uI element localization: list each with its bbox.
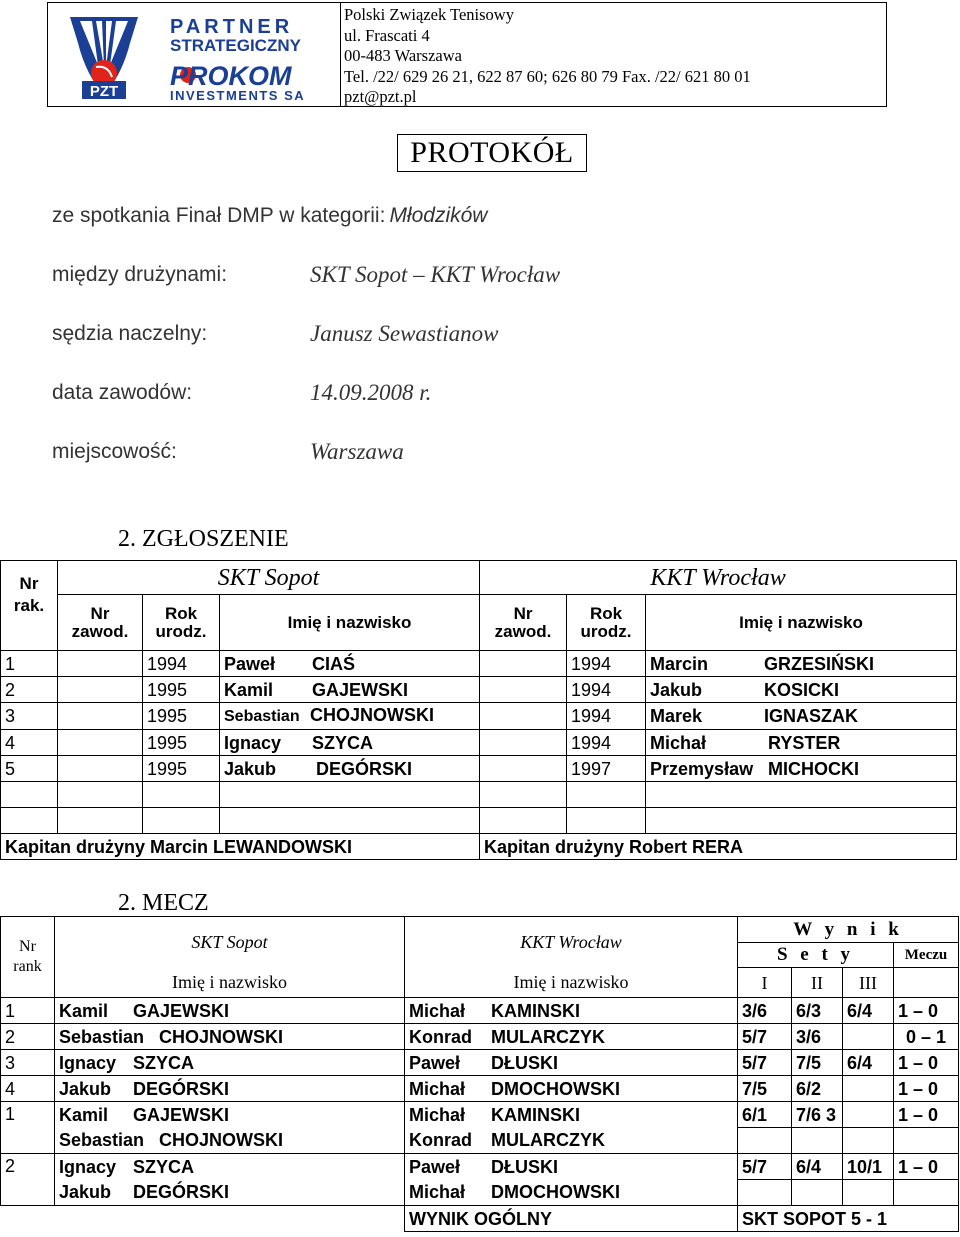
player-cell: Marcin GRZESIŃSKI — [646, 651, 957, 677]
nr-cell — [58, 756, 143, 782]
match-table — [0, 916, 959, 1232]
pzt-emblem-icon — [70, 17, 138, 100]
col-year-header: Rok urodz. — [143, 595, 220, 651]
address-line: 00-483 Warszawa — [344, 46, 462, 65]
table-row-doubles — [1, 1128, 959, 1154]
col-rank-header: Nr rank — [1, 917, 55, 998]
player-cell: Sebastian CHOJNOWSKI — [220, 703, 480, 730]
year-cell: 1995 — [143, 756, 220, 782]
set-score: 6/4 — [792, 1154, 843, 1180]
captains-row — [1, 834, 957, 860]
set-score: 7/6 3 — [792, 1102, 843, 1128]
year-cell: 1994 — [567, 677, 646, 703]
table-row — [1, 756, 957, 782]
teams-value: SKT Sopot – KKT Wrocław — [310, 262, 561, 287]
col-name-header: Imię i nazwisko — [405, 968, 738, 998]
set-score: 6/1 — [738, 1102, 792, 1128]
nr-cell — [480, 651, 567, 677]
table-row — [1, 998, 959, 1024]
set-score — [843, 1076, 894, 1102]
team-b-header: KKT Wrocław — [405, 917, 738, 968]
prokom-text: PROKOM — [170, 61, 292, 91]
table-row-empty — [1, 782, 957, 808]
set-score: 6/2 — [792, 1076, 843, 1102]
nr-cell — [58, 677, 143, 703]
player-cell: Michał DMOCHOWSKI — [405, 1076, 738, 1102]
set-score: 6/4 — [843, 998, 894, 1024]
player-cell: Ignacy SZYCA — [220, 730, 480, 756]
player-cell: Kamil GAJEWSKI — [55, 998, 405, 1024]
player-cell: Ignacy SZYCA — [55, 1050, 405, 1076]
registration-table — [0, 560, 957, 860]
set-score — [843, 1102, 894, 1128]
col-nr-header: Nr zawod. — [58, 595, 143, 651]
set-score: 5/7 — [738, 1154, 792, 1180]
player-cell: Konrad MULARCZYK — [405, 1128, 738, 1154]
investments-text: INVESTMENTS SA — [170, 88, 306, 103]
header-box — [47, 2, 887, 107]
address-email: pzt@pzt.pl — [344, 87, 417, 106]
year-cell: 1994 — [567, 703, 646, 730]
player-cell: Sebastian CHOJNOWSKI — [55, 1024, 405, 1050]
table-row — [1, 651, 957, 677]
table-row — [1, 730, 957, 756]
document-title: PROTOKÓŁ — [397, 134, 587, 172]
referee-label: sędzia naczelny: — [52, 322, 208, 345]
set-score: 6/3 — [792, 998, 843, 1024]
nr-cell — [58, 703, 143, 730]
player-cell: Ignacy SZYCA — [55, 1154, 405, 1180]
place-value: Warszawa — [310, 439, 404, 464]
set-score: 5/7 — [738, 1050, 792, 1076]
col-nr-header: Nr zawod. — [480, 595, 567, 651]
nr-cell — [480, 703, 567, 730]
player-cell: Sebastian CHOJNOWSKI — [55, 1128, 405, 1154]
col-year-header: Rok urodz. — [567, 595, 646, 651]
place-label: miejscowość: — [52, 440, 177, 463]
player-cell: Michał DMOCHOWSKI — [405, 1180, 738, 1206]
address-line: Polski Związek Tenisowy — [344, 5, 514, 24]
set-3-header: III — [843, 968, 894, 998]
table-row-doubles — [1, 1102, 959, 1128]
total-row — [1, 1206, 959, 1232]
rank-cell: 1 — [1, 651, 58, 677]
registration-heading: 2. ZGŁOSZENIE — [118, 526, 289, 552]
set-1-header: I — [738, 968, 792, 998]
table-row — [1, 703, 957, 730]
year-cell: 1994 — [143, 651, 220, 677]
player-cell: Konrad MULARCZYK — [405, 1024, 738, 1050]
federation-address — [344, 5, 751, 108]
team-a-header: SKT Sopot — [55, 917, 405, 968]
rank-cell: 1 — [1, 998, 55, 1024]
set-score — [843, 1024, 894, 1050]
sets-header: S e t y — [738, 943, 894, 968]
col-rank-header: Nr rak. — [1, 561, 58, 651]
player-cell: Marek IGNASZAK — [646, 703, 957, 730]
player-cell: Jakub DEGÓRSKI — [220, 756, 480, 782]
year-cell: 1997 — [567, 756, 646, 782]
player-cell: Jakub DEGÓRSKI — [55, 1076, 405, 1102]
player-cell: Michał KAMINSKI — [405, 998, 738, 1024]
rank-cell: 3 — [1, 703, 58, 730]
set-2-header: II — [792, 968, 843, 998]
player-cell: Kamil GAJEWSKI — [55, 1102, 405, 1128]
match-score: 1 – 0 — [894, 998, 959, 1024]
player-cell: Paweł DŁUSKI — [405, 1154, 738, 1180]
player-cell: Michał KAMINSKI — [405, 1102, 738, 1128]
table-row-doubles — [1, 1180, 959, 1206]
partner-text: PARTNER — [170, 16, 294, 38]
rank-cell: 2 — [1, 1024, 55, 1050]
year-cell: 1995 — [143, 730, 220, 756]
referee-value: Janusz Sewastianow — [310, 321, 499, 346]
nr-cell — [58, 651, 143, 677]
match-score: 1 – 0 — [894, 1102, 959, 1128]
player-cell: Jakub KOSICKI — [646, 677, 957, 703]
team-a-header: SKT Sopot — [58, 561, 480, 595]
player-cell: Kamil GAJEWSKI — [220, 677, 480, 703]
rank-cell: 2 — [1, 1154, 55, 1206]
rank-cell: 1 — [1, 1102, 55, 1154]
player-cell: Michał RYSTER — [646, 730, 957, 756]
empty-cell — [894, 968, 959, 998]
total-label: WYNIK OGÓLNY — [405, 1206, 738, 1232]
set-score: 3/6 — [738, 998, 792, 1024]
rank-cell: 4 — [1, 730, 58, 756]
match-score: 0 – 1 — [894, 1024, 959, 1050]
set-score: 6/4 — [843, 1050, 894, 1076]
meeting-prefix: ze spotkania Finał DMP w kategorii: — [52, 204, 386, 227]
meeting-line — [52, 204, 487, 228]
set-score: 7/5 — [792, 1050, 843, 1076]
pzt-prokom-logo — [48, 3, 340, 106]
col-name-header: Imię i nazwisko — [646, 595, 957, 651]
match-score: 1 – 0 — [894, 1050, 959, 1076]
logo-cell — [48, 3, 341, 106]
rank-cell: 3 — [1, 1050, 55, 1076]
year-cell: 1995 — [143, 703, 220, 730]
meeting-category: Młodzików — [389, 204, 488, 227]
col-name-header: Imię i nazwisko — [220, 595, 480, 651]
address-line: ul. Frascati 4 — [344, 25, 430, 45]
svg-text:PZT: PZT — [89, 83, 119, 100]
nr-cell — [480, 730, 567, 756]
address-line: Tel. /22/ 629 26 21, 622 87 60; 626 80 79 Fax. /22/ 621 80 01 — [344, 66, 751, 86]
team-b-header: KKT Wrocław — [480, 561, 957, 595]
player-cell: Paweł CIAŚ — [220, 651, 480, 677]
set-score: 3/6 — [792, 1024, 843, 1050]
table-row — [1, 677, 957, 703]
nr-cell — [480, 756, 567, 782]
match-heading: 2. MECZ — [118, 890, 209, 916]
match-score: 1 – 0 — [894, 1076, 959, 1102]
year-cell: 1994 — [567, 730, 646, 756]
date-label: data zawodów: — [52, 381, 193, 404]
col-name-header: Imię i nazwisko — [55, 968, 405, 998]
player-cell: Paweł DŁUSKI — [405, 1050, 738, 1076]
date-value: 14.09.2008 r. — [310, 380, 432, 405]
player-cell: Przemysław MICHOCKI — [646, 756, 957, 782]
captain-a: Kapitan drużyny Marcin LEWANDOWSKI — [1, 834, 480, 860]
rank-cell: 4 — [1, 1076, 55, 1102]
table-row-empty — [1, 808, 957, 834]
rank-cell: 5 — [1, 756, 58, 782]
result-header: W y n i k — [738, 917, 959, 943]
table-row — [1, 1076, 959, 1102]
captain-b: Kapitan drużyny Robert RERA — [480, 834, 957, 860]
player-cell: Jakub DEGÓRSKI — [55, 1180, 405, 1206]
match-score: 1 – 0 — [894, 1154, 959, 1180]
year-cell: 1994 — [567, 651, 646, 677]
nr-cell — [58, 730, 143, 756]
teams-label: między drużynami: — [52, 263, 228, 286]
nr-cell — [480, 677, 567, 703]
set-score: 5/7 — [738, 1024, 792, 1050]
set-score: 7/5 — [738, 1076, 792, 1102]
year-cell: 1995 — [143, 677, 220, 703]
set-score: 10/1 — [843, 1154, 894, 1180]
table-row-doubles — [1, 1154, 959, 1180]
rank-cell: 2 — [1, 677, 58, 703]
table-row — [1, 1050, 959, 1076]
total-value: SKT SOPOT 5 - 1 — [738, 1206, 959, 1232]
strategiczny-text: STRATEGICZNY — [170, 36, 301, 55]
match-score-header: Meczu — [894, 943, 959, 968]
table-row — [1, 1024, 959, 1050]
